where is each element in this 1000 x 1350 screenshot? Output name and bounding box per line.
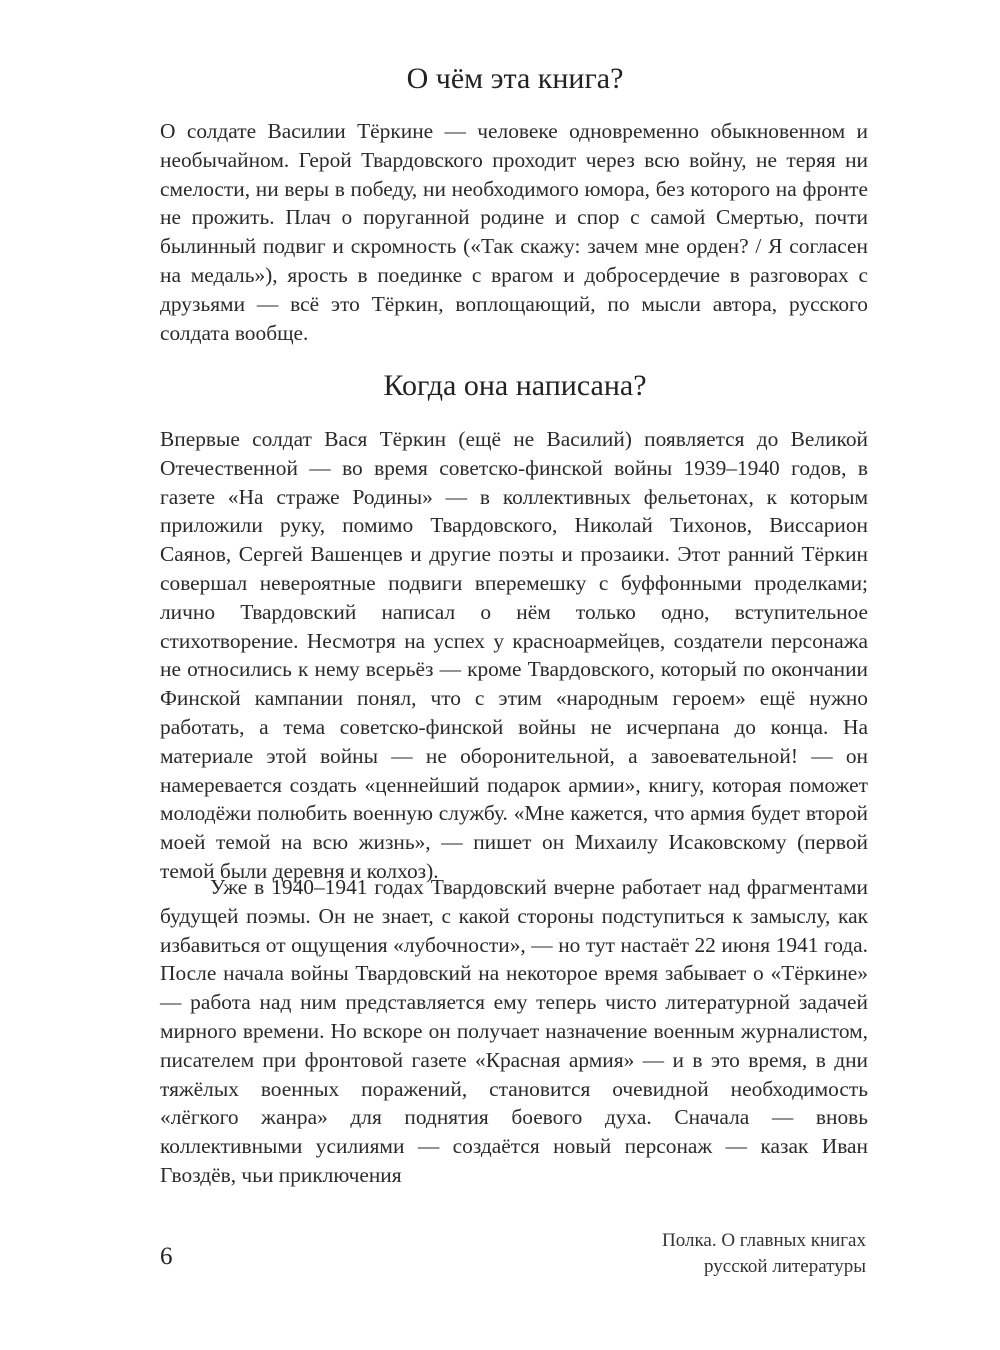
running-title-line-2: русской литературы — [704, 1256, 866, 1277]
running-title-line-1: Полка. О главных книгах — [662, 1230, 866, 1251]
page-number: 6 — [160, 1243, 173, 1270]
running-title — [466, 1228, 866, 1280]
section-heading-about: О чём эта книга? — [406, 62, 624, 95]
section-paragraph-when-written-1: Впервые солдат Вася Тёркин (ещё не Василий) появляется до Великой Отечественной — во время советско-финской войны 1939–1940 годов, в газете «На страже Родины» — в коллективных фельетонах, к которым приложили руку, помимо Твардовского, Николай Тихонов, Виссарион Саянов, Сергей Вашенцев и другие поэты и прозаики. Этот ранний Тёркин совершал невероятные подвиги вперемешку с буффонными проделками; лично Твардовский написал о нём только одно, вступительное стихотворение. Несмотря на успех у красноармейцев, создатели персонажа не относились к нему всерьёз — кроме Твардовского, который по окончании Финской кампании понял, что с этим «народным героем» ещё нужно работать, а тема советско-финской войны не исчерпана до конца. На материале этой войны — не оборонительной, а завоевательной! — он намеревается создать «ценнейший подарок армии», книгу, которая поможет молодёжи полюбить военную службу. «Мне кажется, что армия будет второй моей темой на всю жизнь», — пишет он Михаилу Исаковскому (первой темой были деревня и колхоз). — [160, 427, 868, 883]
section-paragraph-when-written-2: Уже в 1940–1941 годах Твардовский вчерне работает над фрагментами будущей поэмы. Он не знает, с какой стороны подступиться к замыслу, как избавиться от ощущения «лубочности», — но тут настаёт 22 июня 1941 года. После начала войны Твардовский на некоторое время забывает о «Тёркине» — работа над ним представляется ему теперь чисто литературной задачей мирного времени. Но вскоре он получает назначение военным журналистом, писателем при фронтовой газете «Красная армия» — и в это время, в дни тяжёлых военных поражений, становится очевидной необходимость «лёгкого жанра» для поднятия боевого духа. Сначала — вновь коллективными усилиями — создаётся новый персонаж — казак Иван Гвоздёв, чьи приключения — [160, 875, 868, 1187]
section-heading-when-written: Когда она написана? — [383, 369, 647, 402]
section-paragraph-about: О солдате Василии Тёркине — человеке одновременно обыкновенном и необычайном. Герой Твардовского проходит через всю войну, не теряя ни смелости, ни веры в победу, ни необходимого юмора, без которого на фронте не прожить. Плач о поруганной родине и спор с самой Смертью, почти былинный подвиг и скромность («Так скажу: зачем мне орден? / Я согласен на медаль»), ярость в поединке с врагом и добросердечие в разговорах с друзьями — всё это Тёркин, воплощающий, по мысли автора, русского солдата вообще. — [160, 119, 868, 345]
